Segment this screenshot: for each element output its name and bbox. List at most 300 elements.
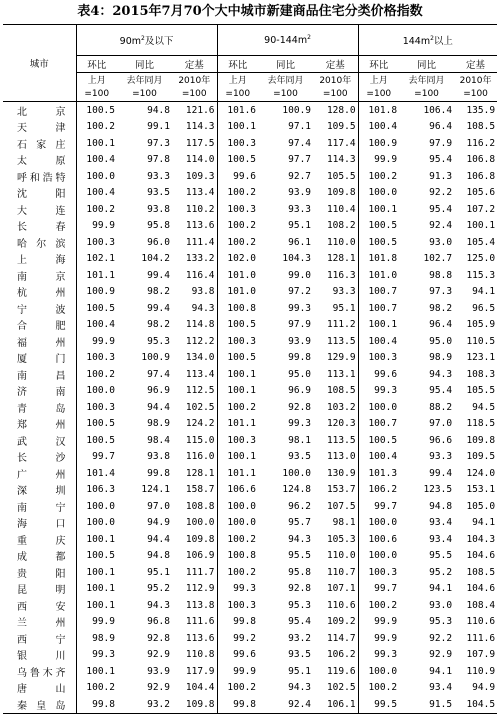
index-value: 110.6 bbox=[466, 616, 496, 628]
index-value: 100.9 bbox=[141, 352, 170, 364]
index-value: 93.3 bbox=[332, 286, 356, 298]
index-value: 92.4 bbox=[288, 698, 312, 710]
index-value: 99.2 bbox=[217, 630, 258, 647]
index-value: 100.0 bbox=[358, 548, 399, 565]
city-name: 广 州 bbox=[3, 465, 76, 482]
index-value: 118.5 bbox=[466, 418, 496, 430]
index-value: 129.9 bbox=[326, 352, 356, 364]
table-title: 表4：2015年7月70个大中城市新建商品住宅分类价格指数 bbox=[77, 4, 423, 19]
index-value: 96.4 bbox=[429, 319, 453, 331]
index-value: 100.1 bbox=[217, 383, 258, 400]
index-value: 113.8 bbox=[185, 599, 215, 611]
index-value: 153.7 bbox=[326, 484, 356, 496]
index-value: 101.1 bbox=[217, 416, 258, 433]
index-value: 99.7 bbox=[92, 451, 115, 463]
index-value: 96.6 bbox=[429, 434, 453, 446]
index-value: 100.3 bbox=[217, 597, 258, 614]
index-value: 107.5 bbox=[326, 500, 356, 512]
index-value: 114.0 bbox=[185, 154, 215, 166]
index-value: 93.5 bbox=[288, 649, 312, 661]
index-value: 102.0 bbox=[217, 251, 258, 268]
index-value: 130.9 bbox=[326, 467, 356, 479]
city-name: 太 原 bbox=[3, 152, 76, 169]
table-row bbox=[3, 432, 497, 449]
index-value: 100.2 bbox=[86, 121, 115, 133]
city-name: 贵 阳 bbox=[3, 564, 76, 581]
base-period-header: 去年同月 bbox=[126, 76, 163, 86]
index-value: 100.2 bbox=[217, 680, 258, 697]
index-value: 104.5 bbox=[466, 698, 496, 710]
index-value: 93.4 bbox=[429, 533, 453, 545]
city-name: 北 京 bbox=[3, 102, 76, 119]
index-value: 95.7 bbox=[288, 517, 312, 529]
index-value: 97.0 bbox=[147, 500, 170, 512]
index-value: 99.4 bbox=[429, 467, 453, 479]
index-value: 110.5 bbox=[466, 335, 496, 347]
column-header: 环比 bbox=[358, 56, 399, 73]
index-value: 100.1 bbox=[86, 665, 115, 677]
index-value: 97.1 bbox=[288, 121, 312, 133]
index-value: 95.1 bbox=[288, 220, 312, 232]
city-name: 呼和浩特 bbox=[3, 168, 76, 185]
city-name: 上 海 bbox=[3, 251, 76, 268]
index-value: 100.4 bbox=[86, 154, 115, 166]
table-row bbox=[3, 449, 497, 466]
index-value: 104.3 bbox=[282, 253, 312, 265]
index-value: 111.6 bbox=[185, 616, 215, 628]
city-name: 深 圳 bbox=[3, 482, 76, 499]
table-row bbox=[3, 647, 497, 664]
city-name: 福 州 bbox=[3, 333, 76, 350]
table-row bbox=[3, 234, 497, 251]
index-value: 110.9 bbox=[466, 665, 496, 677]
index-value: 100.5 bbox=[86, 302, 115, 314]
index-value: 104.6 bbox=[466, 583, 496, 595]
index-value: 97.2 bbox=[288, 286, 312, 298]
index-value: 95.0 bbox=[429, 335, 453, 347]
index-value: 113.4 bbox=[185, 187, 215, 199]
index-value: 124.1 bbox=[141, 484, 170, 496]
index-value: 98.4 bbox=[147, 434, 170, 446]
city-name: 合 肥 bbox=[3, 317, 76, 334]
base-period-header: 上月 bbox=[217, 73, 258, 87]
index-value: 153.1 bbox=[466, 484, 496, 496]
index-value: 111.7 bbox=[185, 566, 215, 578]
column-header: 定基 bbox=[172, 56, 217, 73]
index-value: 100.5 bbox=[217, 152, 258, 169]
index-value: 94.5 bbox=[472, 401, 496, 413]
index-value: 100.0 bbox=[86, 170, 115, 182]
index-value: 94.4 bbox=[147, 401, 170, 413]
index-value: 107.1 bbox=[326, 583, 356, 595]
column-header: 同比 bbox=[399, 56, 454, 73]
table-row bbox=[3, 350, 497, 367]
index-value: 109.8 bbox=[185, 533, 215, 545]
index-value: 100.3 bbox=[86, 401, 115, 413]
base-value-header: =100 bbox=[172, 86, 217, 102]
index-value: 113.5 bbox=[326, 434, 356, 446]
index-value: 105.6 bbox=[466, 187, 496, 199]
index-value: 93.8 bbox=[147, 203, 170, 215]
index-value: 110.8 bbox=[185, 649, 215, 661]
city-name: 南 京 bbox=[3, 267, 76, 284]
index-value: 117.9 bbox=[185, 665, 215, 677]
index-value: 95.4 bbox=[429, 154, 453, 166]
index-value: 98.2 bbox=[147, 319, 170, 331]
index-value: 99.3 bbox=[288, 302, 312, 314]
index-value: 128.0 bbox=[326, 104, 356, 116]
index-value: 104.3 bbox=[466, 533, 496, 545]
index-value: 96.1 bbox=[288, 236, 312, 248]
table-row bbox=[3, 168, 497, 185]
table-row bbox=[3, 317, 497, 334]
index-value: 135.9 bbox=[466, 104, 496, 116]
index-value: 97.3 bbox=[429, 286, 453, 298]
index-value: 98.2 bbox=[147, 286, 170, 298]
index-value: 101.0 bbox=[217, 267, 258, 284]
index-value: 106.1 bbox=[326, 698, 356, 710]
city-name: 天 津 bbox=[3, 119, 76, 136]
base-value-header: =100 bbox=[76, 86, 117, 102]
index-value: 94.1 bbox=[429, 583, 453, 595]
index-value: 99.4 bbox=[147, 302, 170, 314]
index-value: 98.8 bbox=[429, 269, 453, 281]
index-value: 116.2 bbox=[466, 137, 496, 149]
base-value-header: =100 bbox=[454, 86, 497, 102]
index-value: 94.3 bbox=[288, 533, 312, 545]
index-value: 100.2 bbox=[217, 531, 258, 548]
index-value: 100.7 bbox=[358, 284, 399, 301]
index-value: 108.5 bbox=[326, 385, 356, 397]
table-row bbox=[3, 399, 497, 416]
table-row bbox=[3, 465, 497, 482]
index-value: 99.9 bbox=[358, 614, 399, 631]
index-value: 93.0 bbox=[429, 599, 453, 611]
index-value: 100.9 bbox=[358, 135, 399, 152]
table-row bbox=[3, 597, 497, 614]
city-name: 济 南 bbox=[3, 383, 76, 400]
index-value: 99.9 bbox=[358, 630, 399, 647]
index-value: 116.3 bbox=[326, 269, 356, 281]
index-value: 106.6 bbox=[217, 482, 258, 499]
index-value: 113.0 bbox=[326, 451, 356, 463]
index-value: 97.3 bbox=[147, 137, 170, 149]
base-value-header: =100 bbox=[217, 86, 258, 102]
table-row bbox=[3, 564, 497, 581]
index-value: 88.2 bbox=[429, 401, 453, 413]
index-value: 100.2 bbox=[217, 185, 258, 202]
index-value: 114.3 bbox=[326, 154, 356, 166]
index-value: 99.3 bbox=[288, 418, 312, 430]
index-value: 91.5 bbox=[429, 698, 453, 710]
index-value: 102.1 bbox=[86, 253, 115, 265]
index-value: 99.3 bbox=[358, 647, 399, 664]
table-row bbox=[3, 201, 497, 218]
index-value: 98.1 bbox=[288, 434, 312, 446]
city-name: 杭 州 bbox=[3, 284, 76, 301]
table-row bbox=[3, 251, 497, 268]
index-value: 100.0 bbox=[282, 467, 312, 479]
index-value: 112.9 bbox=[185, 583, 215, 595]
index-value: 98.2 bbox=[429, 302, 453, 314]
index-value: 114.8 bbox=[185, 319, 215, 331]
index-value: 95.3 bbox=[288, 599, 312, 611]
index-value: 100.3 bbox=[358, 350, 399, 367]
index-value: 100.2 bbox=[358, 680, 399, 697]
column-header: 定基 bbox=[313, 56, 358, 73]
index-value: 93.5 bbox=[288, 451, 312, 463]
index-value: 123.1 bbox=[466, 352, 496, 364]
base-period-header: 2010年 bbox=[319, 76, 352, 86]
city-header: 城市 bbox=[3, 25, 76, 102]
index-value: 98.9 bbox=[429, 352, 453, 364]
city-name: 秦 皇 岛 bbox=[3, 696, 76, 713]
index-value: 97.0 bbox=[429, 418, 453, 430]
index-value: 100.2 bbox=[217, 218, 258, 235]
index-value: 100.3 bbox=[86, 236, 115, 248]
index-value: 109.8 bbox=[326, 187, 356, 199]
index-value: 101.0 bbox=[217, 284, 258, 301]
index-value: 94.4 bbox=[147, 533, 170, 545]
index-value: 101.1 bbox=[217, 465, 258, 482]
index-value: 100.5 bbox=[217, 350, 258, 367]
base-value-header: =100 bbox=[313, 86, 358, 102]
index-value: 99.8 bbox=[217, 614, 258, 631]
index-value: 116.4 bbox=[185, 269, 215, 281]
index-value: 101.6 bbox=[217, 102, 258, 119]
index-value: 96.0 bbox=[147, 236, 170, 248]
table-row bbox=[3, 284, 497, 301]
index-value: 100.3 bbox=[217, 432, 258, 449]
index-value: 100.1 bbox=[217, 119, 258, 136]
index-value: 97.8 bbox=[147, 154, 170, 166]
index-value: 124.8 bbox=[282, 484, 312, 496]
table-row bbox=[3, 696, 497, 713]
city-name: 南 昌 bbox=[3, 366, 76, 383]
index-value: 105.3 bbox=[326, 533, 356, 545]
city-name: 乌鲁木齐 bbox=[3, 663, 76, 680]
index-value: 100.3 bbox=[217, 333, 258, 350]
index-value: 96.2 bbox=[288, 500, 312, 512]
index-value: 100.6 bbox=[358, 531, 399, 548]
index-value: 100.5 bbox=[358, 432, 399, 449]
index-value: 108.5 bbox=[466, 121, 496, 133]
city-name: 重 庆 bbox=[3, 531, 76, 548]
index-value: 158.7 bbox=[185, 484, 215, 496]
index-value: 105.5 bbox=[326, 170, 356, 182]
index-value: 110.6 bbox=[326, 599, 356, 611]
index-value: 97.4 bbox=[147, 368, 170, 380]
index-value: 93.9 bbox=[288, 335, 312, 347]
index-value: 95.1 bbox=[288, 665, 312, 677]
index-value: 93.2 bbox=[147, 698, 170, 710]
index-value: 100.2 bbox=[86, 203, 115, 215]
index-value: 100.0 bbox=[86, 517, 115, 529]
base-period-header: 去年同月 bbox=[267, 76, 304, 86]
index-value: 103.2 bbox=[326, 401, 356, 413]
index-value: 94.3 bbox=[191, 302, 215, 314]
price-index-table bbox=[3, 24, 497, 714]
base-value-header: =100 bbox=[358, 86, 399, 102]
index-value: 100.1 bbox=[86, 137, 115, 149]
index-value: 95.2 bbox=[429, 566, 453, 578]
index-value: 121.6 bbox=[185, 104, 215, 116]
index-value: 92.8 bbox=[288, 401, 312, 413]
column-header: 环比 bbox=[217, 56, 258, 73]
index-value: 101.0 bbox=[358, 267, 399, 284]
index-value: 111.4 bbox=[185, 236, 215, 248]
index-value: 100.0 bbox=[217, 498, 258, 515]
index-value: 124.0 bbox=[466, 467, 496, 479]
base-period-header: 2010年 bbox=[178, 76, 211, 86]
table-row bbox=[3, 482, 497, 499]
index-value: 112.5 bbox=[185, 385, 215, 397]
index-value: 96.8 bbox=[147, 616, 170, 628]
city-name: 昆 明 bbox=[3, 581, 76, 598]
index-value: 92.7 bbox=[288, 170, 312, 182]
index-value: 92.9 bbox=[147, 649, 170, 661]
index-value: 100.3 bbox=[217, 201, 258, 218]
index-value: 95.8 bbox=[288, 566, 312, 578]
index-value: 94.9 bbox=[147, 517, 170, 529]
index-value: 100.2 bbox=[217, 234, 258, 251]
index-value: 100.9 bbox=[282, 104, 312, 116]
index-value: 100.4 bbox=[86, 187, 115, 199]
index-value: 100.3 bbox=[86, 352, 115, 364]
table-row bbox=[3, 548, 497, 565]
base-value-header: =100 bbox=[258, 86, 313, 102]
index-value: 119.6 bbox=[326, 665, 356, 677]
city-name: 郑 州 bbox=[3, 416, 76, 433]
index-value: 93.9 bbox=[288, 187, 312, 199]
table-row bbox=[3, 218, 497, 235]
index-value: 101.8 bbox=[358, 251, 399, 268]
index-value: 106.2 bbox=[326, 649, 356, 661]
index-value: 100.1 bbox=[358, 317, 399, 334]
index-value: 92.4 bbox=[429, 220, 453, 232]
index-value: 100.7 bbox=[358, 300, 399, 317]
index-value: 99.0 bbox=[288, 269, 312, 281]
index-value: 100.0 bbox=[358, 185, 399, 202]
index-value: 100.9 bbox=[86, 286, 115, 298]
index-value: 99.5 bbox=[358, 696, 399, 713]
index-value: 100.0 bbox=[358, 515, 399, 532]
index-value: 111.2 bbox=[326, 319, 356, 331]
index-value: 94.3 bbox=[288, 682, 312, 694]
table-row bbox=[3, 614, 497, 631]
index-value: 134.0 bbox=[185, 352, 215, 364]
group-header-small: $90m^2$及以下 bbox=[76, 25, 217, 56]
index-value: 100.1 bbox=[86, 583, 115, 595]
index-value: 94.1 bbox=[429, 665, 453, 677]
index-value: 94.8 bbox=[429, 500, 453, 512]
index-value: 105.4 bbox=[466, 236, 496, 248]
index-value: 102.5 bbox=[185, 401, 215, 413]
index-value: 93.4 bbox=[429, 682, 453, 694]
table-row bbox=[3, 152, 497, 169]
index-value: 99.3 bbox=[358, 383, 399, 400]
index-value: 106.3 bbox=[86, 484, 115, 496]
table-row bbox=[3, 366, 497, 383]
index-value: 128.1 bbox=[326, 253, 356, 265]
index-value: 100.0 bbox=[86, 500, 115, 512]
index-value: 93.3 bbox=[288, 203, 312, 215]
index-value: 100.3 bbox=[358, 564, 399, 581]
index-value: 100.2 bbox=[217, 564, 258, 581]
index-value: 93.0 bbox=[429, 236, 453, 248]
table-row bbox=[3, 333, 497, 350]
index-value: 99.8 bbox=[147, 467, 170, 479]
index-value: 108.2 bbox=[326, 220, 356, 232]
index-value: 100.1 bbox=[86, 599, 115, 611]
index-value: 92.9 bbox=[429, 649, 453, 661]
index-value: 113.6 bbox=[185, 220, 215, 232]
index-value: 93.3 bbox=[429, 451, 453, 463]
index-value: 101.8 bbox=[358, 102, 399, 119]
index-value: 95.4 bbox=[288, 616, 312, 628]
index-value: 95.1 bbox=[332, 302, 356, 314]
city-name: 沈 阳 bbox=[3, 185, 76, 202]
index-value: 105.5 bbox=[466, 385, 496, 397]
base-value-header: =100 bbox=[399, 86, 454, 102]
index-value: 99.7 bbox=[358, 498, 399, 515]
column-header: 定基 bbox=[454, 56, 497, 73]
index-value: 109.8 bbox=[466, 434, 496, 446]
index-value: 100.5 bbox=[86, 418, 115, 430]
base-period-header: 2010年 bbox=[459, 76, 492, 86]
index-value: 133.2 bbox=[185, 253, 215, 265]
index-value: 100.5 bbox=[358, 218, 399, 235]
index-value: 95.0 bbox=[288, 368, 312, 380]
index-value: 108.8 bbox=[185, 500, 215, 512]
index-value: 114.3 bbox=[185, 121, 215, 133]
index-value: 108.3 bbox=[466, 368, 496, 380]
city-name: 西 安 bbox=[3, 597, 76, 614]
index-value: 110.0 bbox=[326, 236, 356, 248]
base-period-header: 上月 bbox=[358, 73, 399, 87]
table-row bbox=[3, 416, 497, 433]
index-value: 112.2 bbox=[185, 335, 215, 347]
city-name: 长 沙 bbox=[3, 449, 76, 466]
table-row bbox=[3, 515, 497, 532]
index-value: 100.2 bbox=[358, 168, 399, 185]
index-value: 100.4 bbox=[358, 119, 399, 136]
index-value: 100.2 bbox=[86, 682, 115, 694]
index-value: 109.3 bbox=[185, 170, 215, 182]
index-value: 95.2 bbox=[147, 583, 170, 595]
index-value: 113.5 bbox=[326, 335, 356, 347]
index-value: 113.1 bbox=[326, 368, 356, 380]
index-value: 93.2 bbox=[288, 632, 312, 644]
index-value: 113.4 bbox=[185, 368, 215, 380]
index-value: 100.1 bbox=[217, 366, 258, 383]
group-header-medium: $90-144m^2$ bbox=[217, 25, 358, 56]
index-value: 99.6 bbox=[217, 168, 258, 185]
index-value: 100.5 bbox=[86, 434, 115, 446]
city-name: 石家庄 bbox=[3, 135, 76, 152]
column-header: 环比 bbox=[76, 56, 117, 73]
index-value: 92.8 bbox=[288, 583, 312, 595]
index-value: 95.3 bbox=[147, 335, 170, 347]
index-value: 93.4 bbox=[429, 517, 453, 529]
index-value: 95.8 bbox=[147, 220, 170, 232]
index-value: 91.3 bbox=[429, 170, 453, 182]
city-name: 长 春 bbox=[3, 218, 76, 235]
index-value: 94.3 bbox=[147, 599, 170, 611]
index-value: 99.7 bbox=[358, 581, 399, 598]
index-value: 115.3 bbox=[466, 269, 496, 281]
index-value: 117.5 bbox=[185, 137, 215, 149]
